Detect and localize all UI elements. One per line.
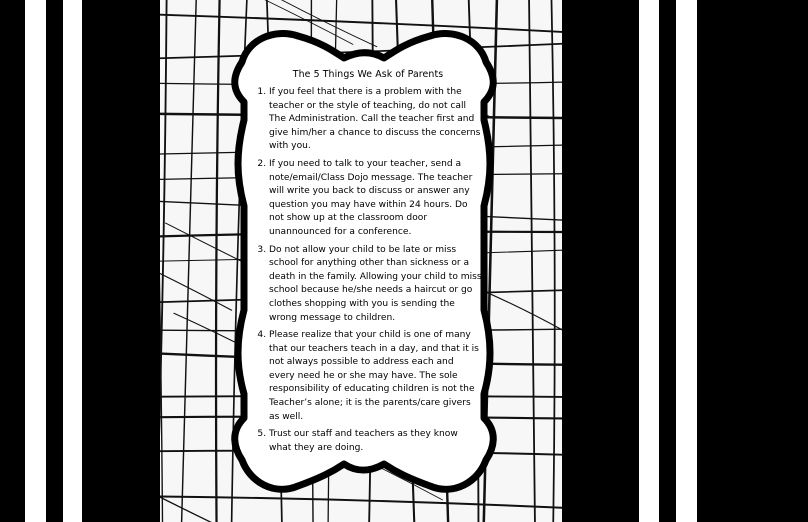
document-title: The 5 Things We Ask of Parents (292, 69, 444, 80)
parent-request-list (250, 86, 482, 455)
left-border-bar-3 (82, 0, 160, 522)
document-content (250, 69, 482, 459)
right-border-bar-2 (659, 0, 676, 522)
list-item: 4. Please realize that your child is one of many that our teachers teach in a day, and that it is not always possible to address each and every need he or she may have. The sole responsibility of educating children is not the Teacher’s alone; it is the parents/care givers as well. (269, 329, 482, 424)
list-item: 5. Trust our staff and teachers as they know what they are doing. (269, 428, 482, 455)
left-border-bar-2 (46, 0, 63, 522)
right-border-bar-3 (697, 0, 808, 522)
left-border-bar-1 (0, 0, 25, 522)
list-item: 2. If you need to talk to your teacher, send a note/email/Class Dojo message. The teacher will write you back to discuss or answer any question you may have within 24 hours. Do not show up at the classroom door unannounced for a conference. (269, 158, 482, 240)
list-item: 3. Do not allow your child to be late or miss school for anything other than sickness or a death in the family. Allowing your child to miss school because he/she needs a haircut or go clothes shopping with you is sending the wrong message to children. (269, 244, 482, 326)
right-border-bar-1 (562, 0, 639, 522)
list-item: 1. If you feel that there is a problem with the teacher or the style of teaching, do not call The Administration. Call the teacher first and give him/her a chance to discuss the concerns with you. (269, 86, 482, 154)
